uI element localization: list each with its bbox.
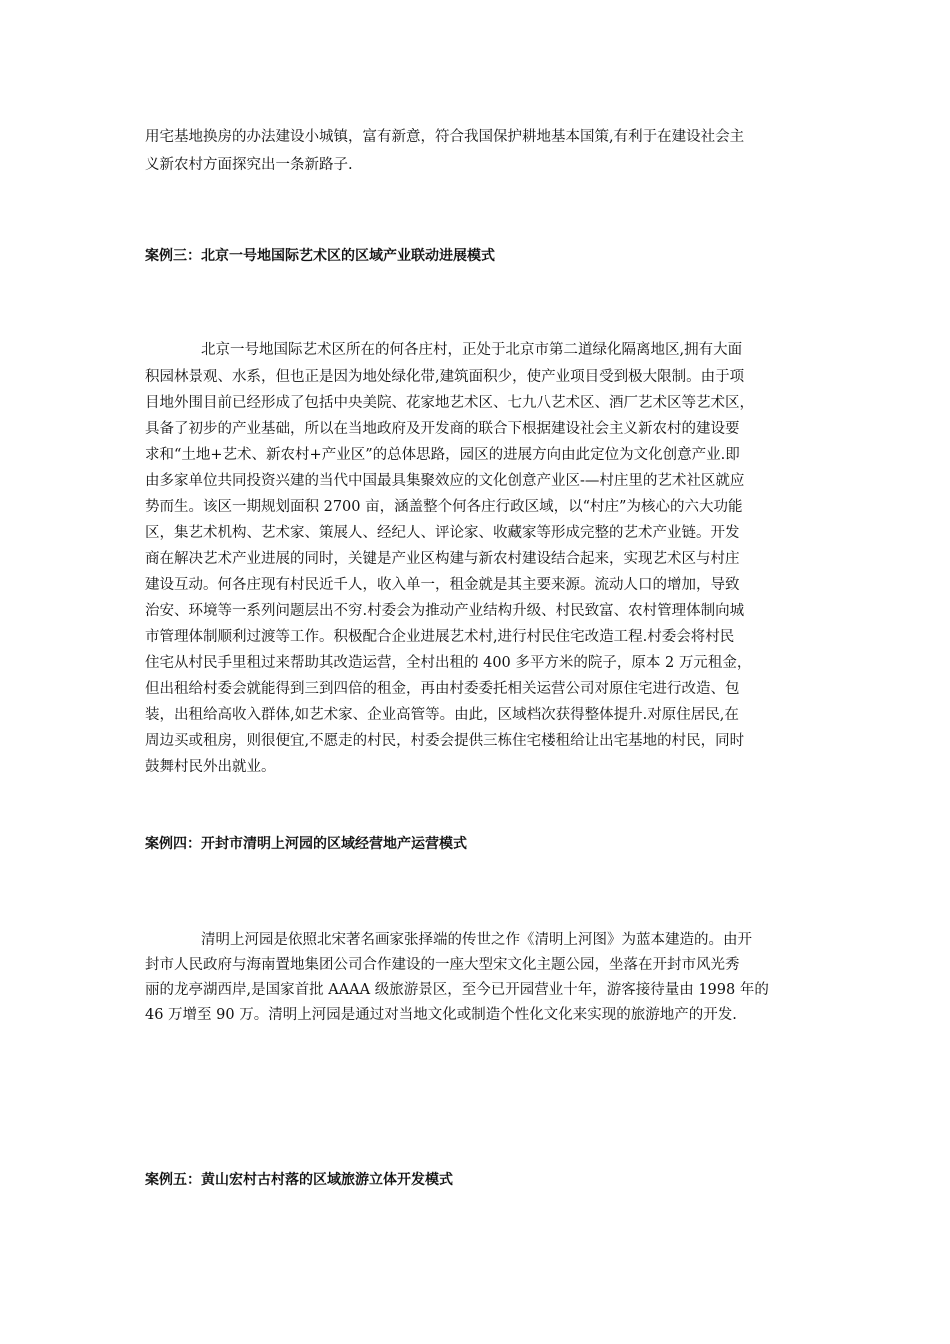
text-line: 46 万增至 90 万。清明上河园是通过对当地文化或制造个性化文化来实现的旅游地产的开发.: [145, 1007, 737, 1023]
text-line: 由多家单位共同投资兴建的当代中国最具集聚效应的文化创意产业区-—村庄里的艺术社区就应: [145, 473, 745, 489]
text-line: 丽的龙亭湖西岸,是国家首批 AAAA 级旅游景区，至今已开园营业十年，游客接待量由 1998 年的: [145, 982, 769, 998]
text-line: 积园林景观、水系，但也正是因为地处绿化带,建筑面积少，使产业项目受到极大限制。由于项: [145, 369, 745, 385]
text-line: 建设互动。何各庄现有村民近千人，收入单一，租金就是其主要来源。流动人口的增加，导致: [145, 577, 740, 593]
text-line: 义新农村方面探究出一条新路子.: [145, 157, 353, 173]
case3-heading: 案例三：北京一号地国际艺术区的区域产业联动进展模式: [145, 248, 495, 264]
case5-heading: 案例五：黄山宏村古村落的区域旅游立体开发模式: [145, 1172, 453, 1188]
text-line: 北京一号地国际艺术区所在的何各庄村，正处于北京市第二道绿化隔离地区,拥有大面: [201, 342, 743, 358]
text-line: 势而生。该区一期规划面积 2700 亩，涵盖整个何各庄行政区域，以“村庄”为核心的六大功能: [145, 499, 743, 515]
text-line: 但出租给村委会就能得到三到四倍的租金，再由村委委托相关运营公司对原住宅进行改造、包: [145, 681, 740, 697]
case4-heading: 案例四：开封市清明上河园的区域经营地产运营模式: [145, 836, 467, 852]
text-line: 商在解决艺术产业进展的同时，关键是产业区构建与新农村建设结合起来，实现艺术区与村庄: [145, 551, 740, 567]
text-line: 区，集艺术机构、艺术家、策展人、经纪人、评论家、收藏家等形成完整的艺术产业链。开发: [145, 525, 740, 541]
text-line: 鼓舞村民外出就业。: [145, 759, 276, 775]
text-line: 清明上河园是依照北宋著名画家张择端的传世之作《清明上河图》为蓝本建造的。由开: [201, 932, 752, 948]
text-line: 具备了初步的产业基础，所以在当地政府及开发商的联合下根据建设社会主义新农村的建设要: [145, 421, 740, 437]
text-line: 封市人民政府与海南置地集团公司合作建设的一座大型宋文化主题公园，坐落在开封市风光秀: [145, 957, 740, 973]
text-line: 目地外围目前已经形成了包括中央美院、花家地艺术区、七九八艺术区、酒厂艺术区等艺术区，: [145, 395, 754, 411]
text-line: 治安、环境等一系列问题层出不穷.村委会为推动产业结构升级、村民致富、农村管理体制向城: [145, 603, 745, 619]
text-line: 用宅基地换房的办法建设小城镇，富有新意，符合我国保护耕地基本国策,有利于在建设社会主: [145, 129, 745, 145]
text-line: 住宅从村民手里租过来帮助其改造运营，全村出租的 400 多平方米的院子，原本 2 万元租金，: [145, 655, 752, 671]
text-line: 求和“土地+艺术、新农村+产业区”的总体思路，园区的进展方向由此定位为文化创意产业.即: [145, 447, 740, 463]
text-line: 装，出租给高收入群体,如艺术家、企业高管等。由此，区域档次获得整体提升.对原住居民,在: [145, 707, 739, 723]
text-line: 市管理体制顺利过渡等工作。积极配合企业进展艺术村,进行村民住宅改造工程.村委会将村民: [145, 629, 735, 645]
text-line: 周边买或租房，则很便宜,不愿走的村民，村委会提供三栋住宅楼租给让出宅基地的村民，同时: [145, 733, 745, 749]
